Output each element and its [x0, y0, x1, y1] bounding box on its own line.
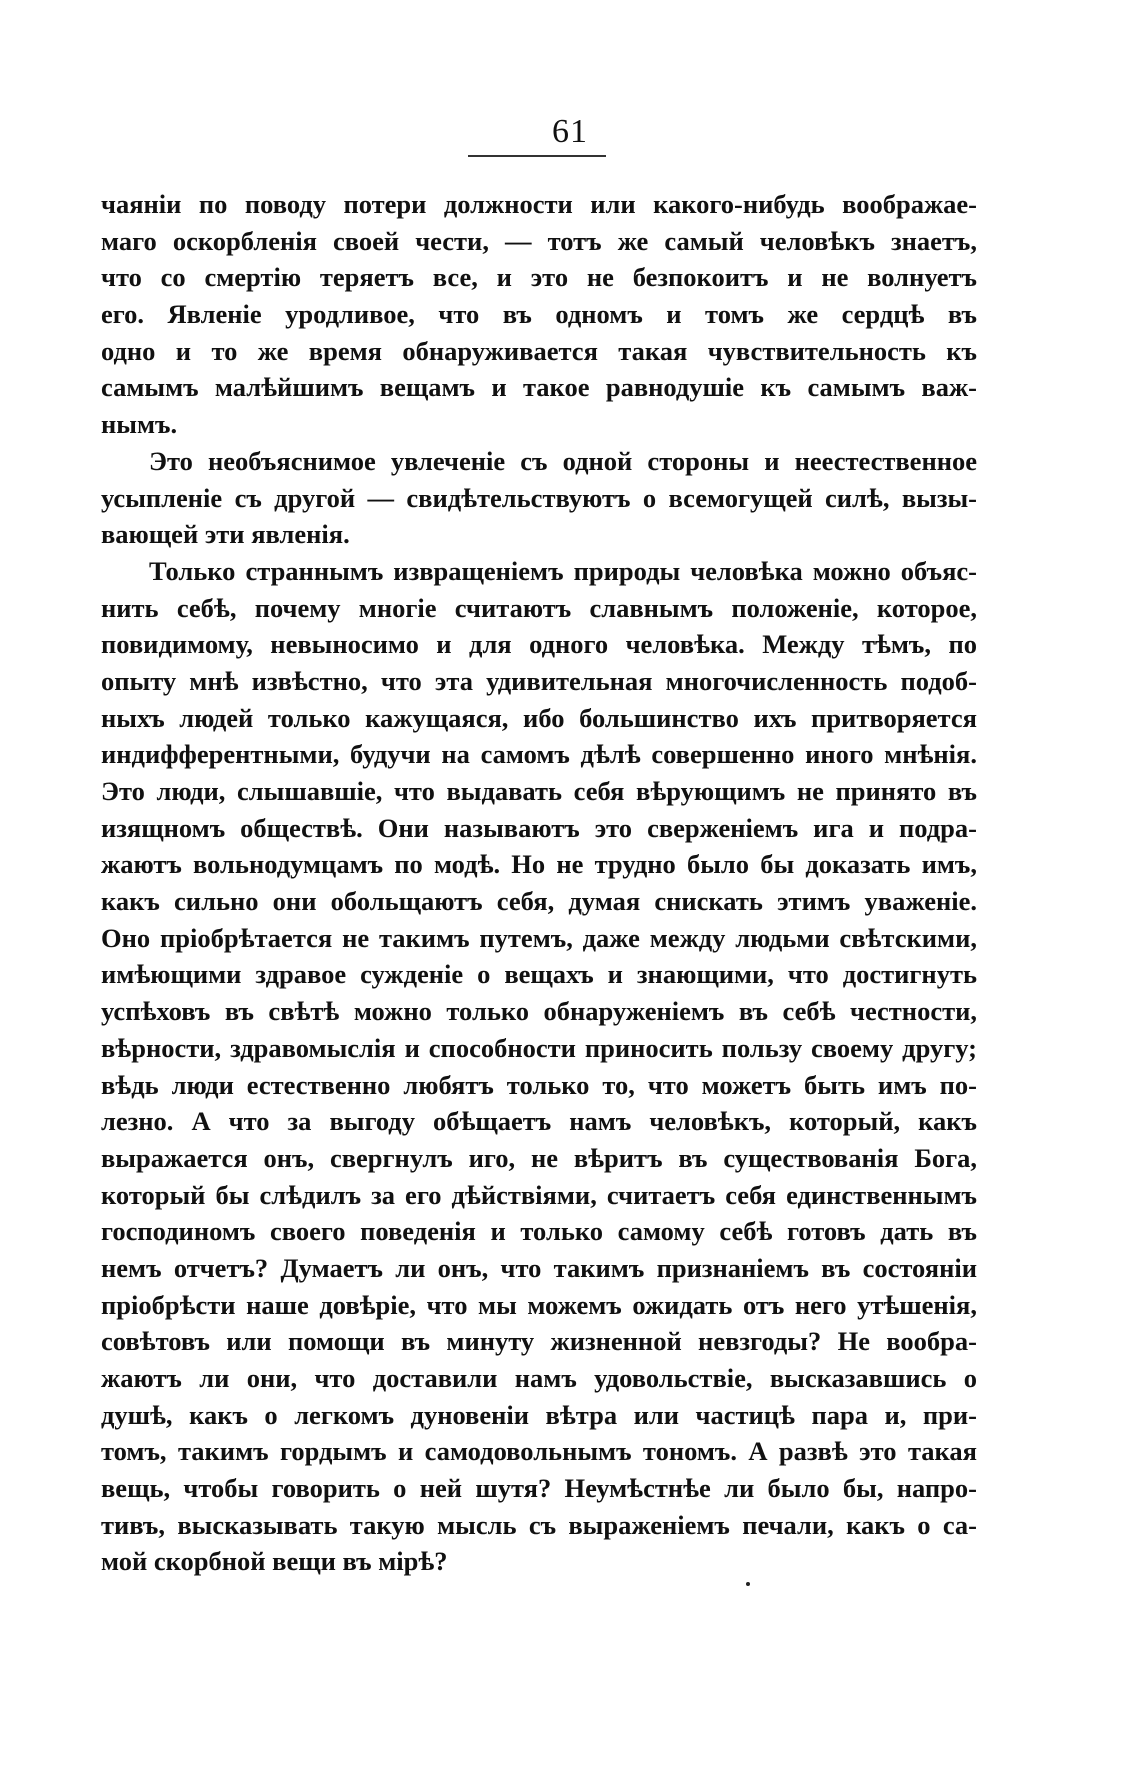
text-line: что со смертію теряетъ все, и это не безпокоитъ и не волнуетъ [101, 262, 977, 293]
text-line: самымъ малѣйшимъ вещамъ и такое равнодушіе къ самымъ важ- [101, 372, 977, 403]
text-line: Оно пріобрѣтается не такимъ путемъ, даже между людьми свѣтскими, [101, 922, 977, 953]
text-line: душѣ, какъ о легкомъ дуновеніи вѣтра или частицѣ пара и, при- [101, 1399, 977, 1430]
text-line: Только страннымъ извращеніемъ природы человѣка можно объяс- [149, 555, 977, 586]
text-line: выражается онъ, свергнулъ иго, не вѣритъ въ существованія Бога, [101, 1142, 977, 1173]
text-line: успѣховъ въ свѣтѣ можно только обнаруженіемъ въ себѣ честности, [101, 996, 977, 1027]
text-line: лезно. А что за выгоду обѣщаетъ намъ человѣкъ, который, какъ [101, 1106, 977, 1137]
text-line: нить себѣ, почему многіе считаютъ славнымъ положеніе, которое, [101, 592, 977, 623]
text-line: ныхъ людей только кажущаяся, ибо большинство ихъ притворяется [101, 702, 977, 733]
page-number: 61 [552, 113, 588, 150]
text-line: индифферентными, будучи на самомъ дѣлѣ совершенно иного мнѣнія. [101, 739, 977, 770]
header-rule [468, 155, 606, 157]
text-line: усыпленіе съ другой — свидѣтельствуютъ о всемогущей силѣ, вызы- [101, 482, 977, 513]
stray-dot [746, 1582, 750, 1586]
text-line: Это необъяснимое увлеченіе съ одной стороны и неестественное [149, 445, 977, 476]
text-line: опыту мнѣ извѣстно, что эта удивительная многочисленность подоб- [101, 665, 977, 696]
text-line: совѣтовъ или помощи въ минуту жизненной невзгоды? Не вообра- [101, 1326, 977, 1357]
text-line: вещь, чтобы говорить о ней шутя? Неумѣстнѣе ли было бы, напро- [101, 1473, 977, 1504]
text-line: изящномъ обществѣ. Они называютъ это сверженіемъ ига и подра- [101, 812, 977, 843]
text-line: Это люди, слышавшіе, что выдавать себя вѣрующимъ не принято въ [101, 776, 977, 806]
text-line: который бы слѣдилъ за его дѣйствіями, считаетъ себя единственнымъ [101, 1179, 977, 1210]
text-line: вающей эти явленія. [101, 519, 350, 550]
text-line: имѣющими здравое сужденіе о вещахъ и знающими, что достигнуть [101, 959, 977, 990]
text-line: мой скорбной вещи въ мірѣ? [101, 1546, 448, 1577]
paragraph [101, 553, 977, 1580]
text-line: его. Явленіе уродливое, что въ одномъ и томъ же сердцѣ въ [101, 299, 977, 330]
text-line: немъ отчетъ? Думаетъ ли онъ, что такимъ признаніемъ въ состояніи [101, 1252, 977, 1283]
text-line: чаяніи по поводу потери должности или какого-нибудь воображае- [101, 189, 977, 219]
text-line: господиномъ своего поведенія и только самому себѣ готовъ дать въ [101, 1216, 977, 1247]
text-line: тивъ, высказывать такую мысль съ выраженіемъ печали, какъ о са- [101, 1509, 977, 1540]
text-line: пріобрѣсти наше довѣріе, что мы можемъ ожидать отъ него утѣшенія, [101, 1289, 977, 1320]
text-line: жаютъ вольнодумцамъ по модѣ. Но не трудно было бы доказать имъ, [101, 849, 977, 880]
text-line: томъ, такимъ гордымъ и самодовольнымъ тономъ. А развѣ это такая [101, 1436, 977, 1467]
body-text [101, 186, 977, 1580]
text-line: вѣрности, здравомыслія и способности приносить пользу своему другу; [101, 1032, 977, 1063]
text-line: маго оскорбленія своей чести, — тотъ же самый человѣкъ знаетъ, [101, 225, 977, 256]
text-line: одно и то же время обнаруживается такая чувствительность къ [101, 335, 977, 366]
paragraph [101, 443, 977, 553]
paragraph [101, 186, 977, 443]
text-line: повидимому, невыносимо и для одного человѣка. Между тѣмъ, по [101, 629, 977, 660]
text-line: жаютъ ли они, что доставили намъ удовольствіе, высказавшись о [101, 1363, 977, 1393]
text-line: нымъ. [101, 409, 178, 440]
text-line: какъ сильно они обольщаютъ себя, думая снискать этимъ уваженіе. [101, 886, 977, 917]
text-line: вѣдь люди естественно любятъ только то, что можетъ быть имъ по- [101, 1069, 977, 1100]
